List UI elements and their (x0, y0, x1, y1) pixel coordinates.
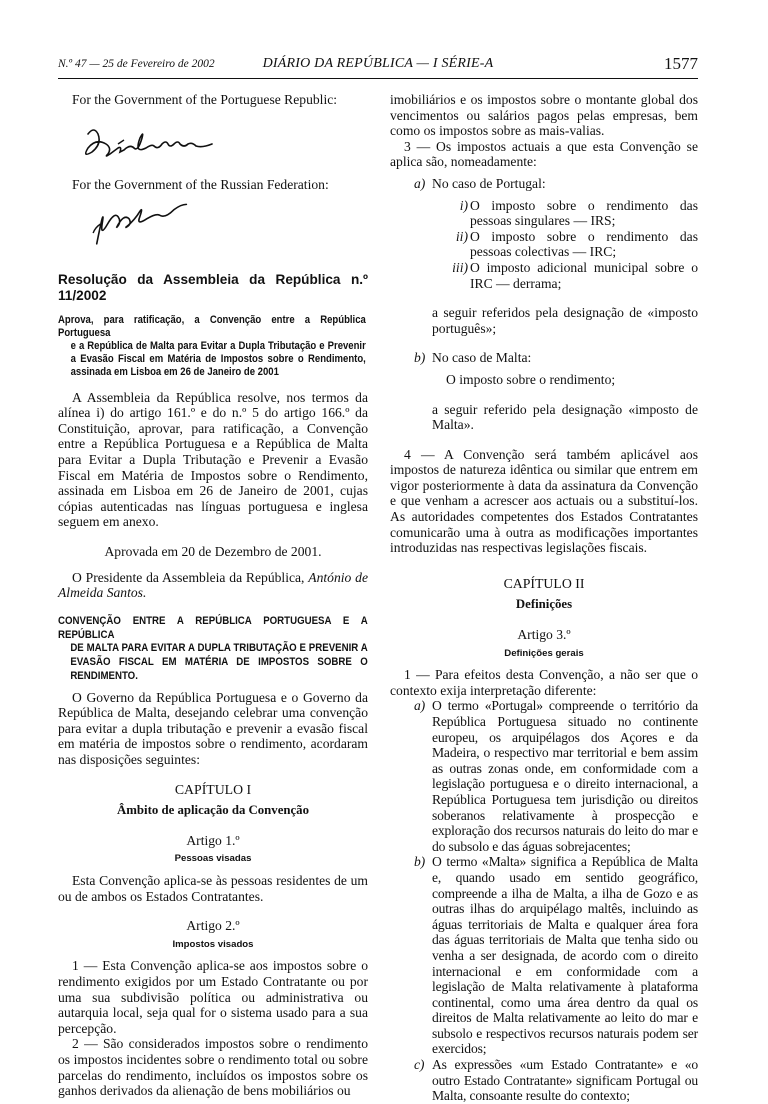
portugal-designation: a seguir referidos pela designação de «imposto português»; (432, 305, 698, 336)
list-item-label: ii) (455, 228, 468, 244)
article-1-heading: Artigo 1.º (186, 832, 240, 848)
resolution-title: Resolução da Assembleia da República n.º 11/2002 (58, 272, 368, 303)
article-2-title: Impostos visados (172, 938, 254, 950)
left-column (58, 92, 368, 1099)
article-2-paragraph-3: 3 — Os impostos actuais a que esta Convenção se aplica são, nomeadamente: (390, 138, 698, 170)
portugal-signature-label: For the Government of the Portuguese Republic: (72, 92, 338, 107)
president-signature (58, 570, 368, 601)
list-item (390, 698, 698, 854)
chapter-1-heading: CAPÍTULO I (174, 781, 252, 797)
convention-title (58, 615, 368, 684)
resolution-subtitle-line1: Aprova, para ratificação, a Convenção entre a República Portuguesa (58, 313, 366, 339)
malta-case (390, 350, 698, 366)
resolution-body: A Assembleia da República resolve, nos termos da alínea i) do artigo 161.º e do n.º 5 do artigo 166.º da Constituição, aprovar, para ratificação, a Convenção entre a República Portuguesa e a República de Malta para Evitar a Dupla Tributação e Prevenir a Evasão Fiscal em Matéria de Impostos sobre o Rendimento, assinada em Lisboa em 26 de Janeiro de 2001, cujas cópias autenticadas nas línguas portuguesa e inglesa seguem em anexo. (58, 389, 368, 530)
chapter-2-heading: CAPÍTULO II (503, 575, 585, 591)
right-column (390, 92, 698, 1104)
article-3-paragraph-1: 1 — Para efeitos desta Convenção, a não ser que o contexto exija interpretação diferente: (390, 667, 698, 698)
malta-case-label: b) (414, 350, 426, 366)
list-item (390, 198, 698, 229)
list-item-label: a) (414, 698, 426, 714)
page-number: 1577 (664, 54, 698, 73)
portugal-tax-list (390, 198, 698, 292)
list-item-text: O imposto adicional municipal sobre o IRC — derrama; (470, 259, 698, 291)
portugal-case-label: a) (414, 175, 426, 191)
list-item-label: i) (459, 197, 468, 213)
list-item (390, 1057, 698, 1104)
list-item-text: O imposto sobre o rendimento das pessoas colectivas — IRC; (470, 228, 698, 260)
list-item (390, 229, 698, 260)
article-1-text: Esta Convenção aplica-se às pessoas residentes de um ou de ambos os Estados Contratantes. (58, 873, 368, 904)
list-item-label: b) (414, 854, 426, 870)
approval-date: Aprovada em 20 de Dezembro de 2001. (104, 543, 322, 559)
convention-title-line1: CONVENÇÃO ENTRE A REPÚBLICA PORTUGUESA E A REPÚBLICA (58, 614, 368, 641)
malta-tax: O imposto sobre o rendimento; (446, 371, 616, 387)
page-header (58, 56, 698, 74)
resolution-subtitle-rest: e a República de Malta para Evitar a Dupla Tributação e Prevenir a Evasão Fiscal em Matéria de Impostos sobre o Rendimento, assinada em Lisboa em 26 de Janeiro de 2001 (70, 339, 366, 379)
list-item (390, 260, 698, 291)
article-2-paragraph-1: 1 — Esta Convenção aplica-se aos impostos sobre o rendimento exigidos por um Estado Contratante ou por uma sua subdivisão política ou administrativa ou autarquia local, seja qual for o sistema usado para a sua percepção. (58, 958, 368, 1036)
article-2-paragraph-4: 4 — A Convenção será também aplicável aos impostos de natureza idêntica ou similar que entrem em vigor posteriormente à data da assinatura da Convenção e que venham a acrescer aos actuais ou a substituí-los. As autoridades competentes dos Estados Contratantes comunicarão uma à outra as modificações importantes introduzidas nas respectivas legislações fiscais. (390, 446, 698, 556)
list-item-text: O termo «Portugal» compreende o território da República Portuguesa situado no continente europeu, os arquipélagos dos Açores e da Madeira, o respectivo mar territorial e bem assim as outras zonas onde, em conformidade com a legislação portuguesa e o direito internacional, a República Portuguesa tem jurisdição ou direitos soberanos relativamente à prospecção e exploração dos recursos naturais do leito do mar e do subsolo e das águas sobrejacentes; (432, 698, 698, 854)
list-item-label: c) (414, 1057, 425, 1073)
malta-case-text: No caso de Malta: (432, 350, 532, 366)
header-rule (58, 78, 698, 79)
article-1-title: Pessoas visadas (174, 853, 252, 865)
article-3-title: Definições gerais (504, 647, 584, 659)
convention-preamble: O Governo da República Portuguesa e o Governo da República de Malta, desejando celebrar uma convenção para evitar a dupla tributação e prevenir a evasão fiscal em matéria de impostos sobre o rendimento, acordaram nas disposições seguintes: (58, 689, 368, 768)
portugal-case-text: No caso de Portugal: (432, 175, 546, 191)
portugal-case (390, 176, 698, 192)
list-item-text: As expressões «um Estado Contratante» e «o outro Estado Contratante» significam Portugal ou Malta, consoante resulte do contexto; (432, 1057, 698, 1104)
chapter-1-title: Âmbito de aplicação da Convenção (117, 803, 309, 818)
list-item (390, 854, 698, 1057)
portugal-signature (80, 114, 240, 166)
article-2-paragraph-2-continued: imobiliários e os impostos sobre o montante global dos vencimentos ou salários pagos pelas empresas, bem como os impostos sobre as mais-valias. (390, 92, 698, 139)
list-item-text: O imposto sobre o rendimento das pessoas singulares — IRS; (470, 197, 698, 229)
president-name: António de Almeida Santos. (58, 569, 369, 601)
russia-signature (80, 199, 230, 251)
convention-title-rest: DE MALTA PARA EVITAR A DUPLA TRIBUTAÇÃO E PREVENIR A EVASÃO FISCAL EM MATÉRIA DE IMPOSTOS SOBRE O RENDIMENTO. (70, 642, 368, 682)
article-3-heading: Artigo 3.º (517, 627, 571, 643)
chapter-2-title: Definições (515, 597, 573, 612)
article-2-heading: Artigo 2.º (186, 918, 240, 934)
russia-signature-label: For the Government of the Russian Federation: (72, 177, 329, 193)
malta-designation: a seguir referido pela designação «imposto de Malta». (432, 401, 698, 433)
resolution-subtitle (58, 314, 366, 380)
article-2-paragraph-2: 2 — São considerados impostos sobre o rendimento os impostos incidentes sobre o rendimento total ou sobre parcelas do rendimento, incluídos os impostos sobre os ganhos derivados da alienação de bens mobiliários ou (58, 1036, 368, 1099)
list-item-label: iii) (452, 259, 468, 275)
president-prefix: O Presidente da Assembleia da República, (72, 569, 305, 585)
journal-title: DIÁRIO DA REPÚBLICA — I SÉRIE-A (262, 56, 494, 71)
issue-date: N.º 47 — 25 de Fevereiro de 2002 (58, 58, 215, 70)
list-item-text: O termo «Malta» significa a República de Malta e, quando usado em sentido geográfico, compreende a ilha de Malta, a ilha de Gozo e as outras ilhas do arquipélago maltês, incluindo as águas territoriais de Malta e qualquer área fora das águas territoriais de Malta que tenha sido ou venha a ser designada, de acordo com o direito internacional e em conformidade com a legislação de Malta relativamente à plataforma continental, como uma área dentro da qual os direitos de Malta relativamente ao leito do mar e subsolo e respectivos recursos naturais podem ser exercidos; (432, 854, 698, 1057)
